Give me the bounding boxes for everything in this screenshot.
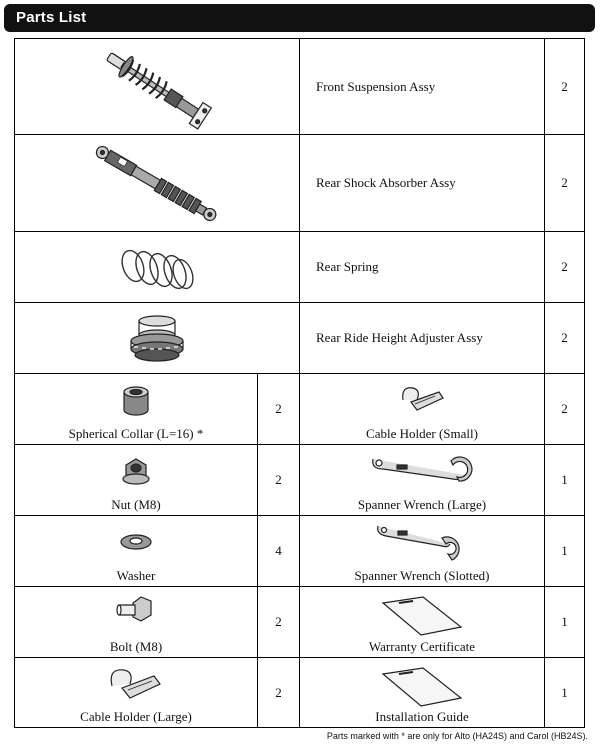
part-quantity: 2 xyxy=(561,78,568,94)
part-cell xyxy=(299,373,545,445)
part-quantity: 1 xyxy=(561,684,568,700)
part-name-cell xyxy=(299,302,545,374)
part-quantity: 1 xyxy=(561,543,568,558)
part-name: Cable Holder (Large) xyxy=(80,709,192,724)
quantity-cell xyxy=(544,515,585,587)
cable-holder-small-icon xyxy=(300,380,544,416)
spherical-collar-icon xyxy=(15,384,257,418)
part-name: Spherical Collar (L=16) * xyxy=(68,426,204,441)
quantity-cell xyxy=(257,444,300,516)
part-name: Spanner Wrench (Slotted) xyxy=(354,568,490,583)
part-cell xyxy=(299,515,545,587)
part-name-cell xyxy=(299,38,545,135)
part-name: Rear Shock Absorber Assy xyxy=(316,175,456,190)
bolt-icon xyxy=(15,593,257,631)
quantity-cell xyxy=(257,657,300,728)
part-quantity: 2 xyxy=(561,330,568,345)
part-name: Bolt (M8) xyxy=(109,639,163,654)
quantity-cell xyxy=(544,38,585,135)
part-quantity: 2 xyxy=(561,175,568,190)
coilover-strut-icon xyxy=(15,41,299,133)
part-cell xyxy=(14,444,258,516)
spanner-wrench-slotted-icon xyxy=(300,520,544,564)
part-name: Front Suspension Assy xyxy=(316,78,436,94)
part-cell xyxy=(14,515,258,587)
washer-icon xyxy=(15,530,257,554)
quantity-cell xyxy=(544,231,585,303)
coil-spring-icon xyxy=(15,240,299,296)
part-name: Cable Holder (Small) xyxy=(366,426,478,441)
part-name: Spanner Wrench (Large) xyxy=(357,497,487,512)
part-quantity: 2 xyxy=(561,401,568,416)
part-name-cell xyxy=(299,231,545,303)
part-quantity: 2 xyxy=(275,401,282,416)
part-name: Rear Spring xyxy=(316,259,379,274)
quantity-cell xyxy=(257,373,300,445)
cable-holder-large-icon xyxy=(15,662,257,702)
quantity-cell xyxy=(544,657,585,728)
part-quantity: 2 xyxy=(275,472,282,487)
quantity-cell xyxy=(257,586,300,658)
quantity-cell xyxy=(544,373,585,445)
guide-card-icon xyxy=(300,666,544,708)
height-adjuster-icon xyxy=(15,309,299,369)
quantity-cell xyxy=(544,444,585,516)
part-cell xyxy=(299,444,545,516)
image-cell xyxy=(14,38,300,135)
quantity-cell xyxy=(544,586,585,658)
image-cell xyxy=(14,302,300,374)
quantity-cell xyxy=(257,515,300,587)
part-name: Nut (M8) xyxy=(111,497,161,512)
part-name: Washer xyxy=(116,568,156,583)
quantity-cell xyxy=(544,302,585,374)
quantity-cell xyxy=(544,134,585,232)
shock-absorber-icon xyxy=(15,138,299,230)
nut-icon xyxy=(15,455,257,489)
part-name: Installation Guide xyxy=(375,709,469,724)
section-header xyxy=(4,4,595,32)
part-name: Rear Ride Height Adjuster Assy xyxy=(316,330,483,345)
part-quantity: 2 xyxy=(561,259,568,274)
part-cell xyxy=(14,657,258,728)
certificate-card-icon xyxy=(300,595,544,637)
part-quantity: 2 xyxy=(275,614,282,629)
part-quantity: 4 xyxy=(275,543,282,558)
part-cell xyxy=(299,657,545,728)
part-name-cell xyxy=(299,134,545,232)
part-quantity: 1 xyxy=(561,472,568,487)
part-quantity: 2 xyxy=(275,684,282,700)
part-name: Warranty Certificate xyxy=(368,639,476,654)
section-title: Parts List xyxy=(16,9,87,26)
spanner-wrench-large-icon xyxy=(300,451,544,487)
footnote: Parts marked with * are only for Alto (HA24S) and Carol (HB24S). xyxy=(326,731,588,741)
part-cell xyxy=(14,373,258,445)
image-cell xyxy=(14,231,300,303)
part-quantity: 1 xyxy=(561,614,568,629)
parts-table xyxy=(14,38,585,728)
part-cell xyxy=(299,586,545,658)
image-cell xyxy=(14,134,300,232)
part-cell xyxy=(14,586,258,658)
